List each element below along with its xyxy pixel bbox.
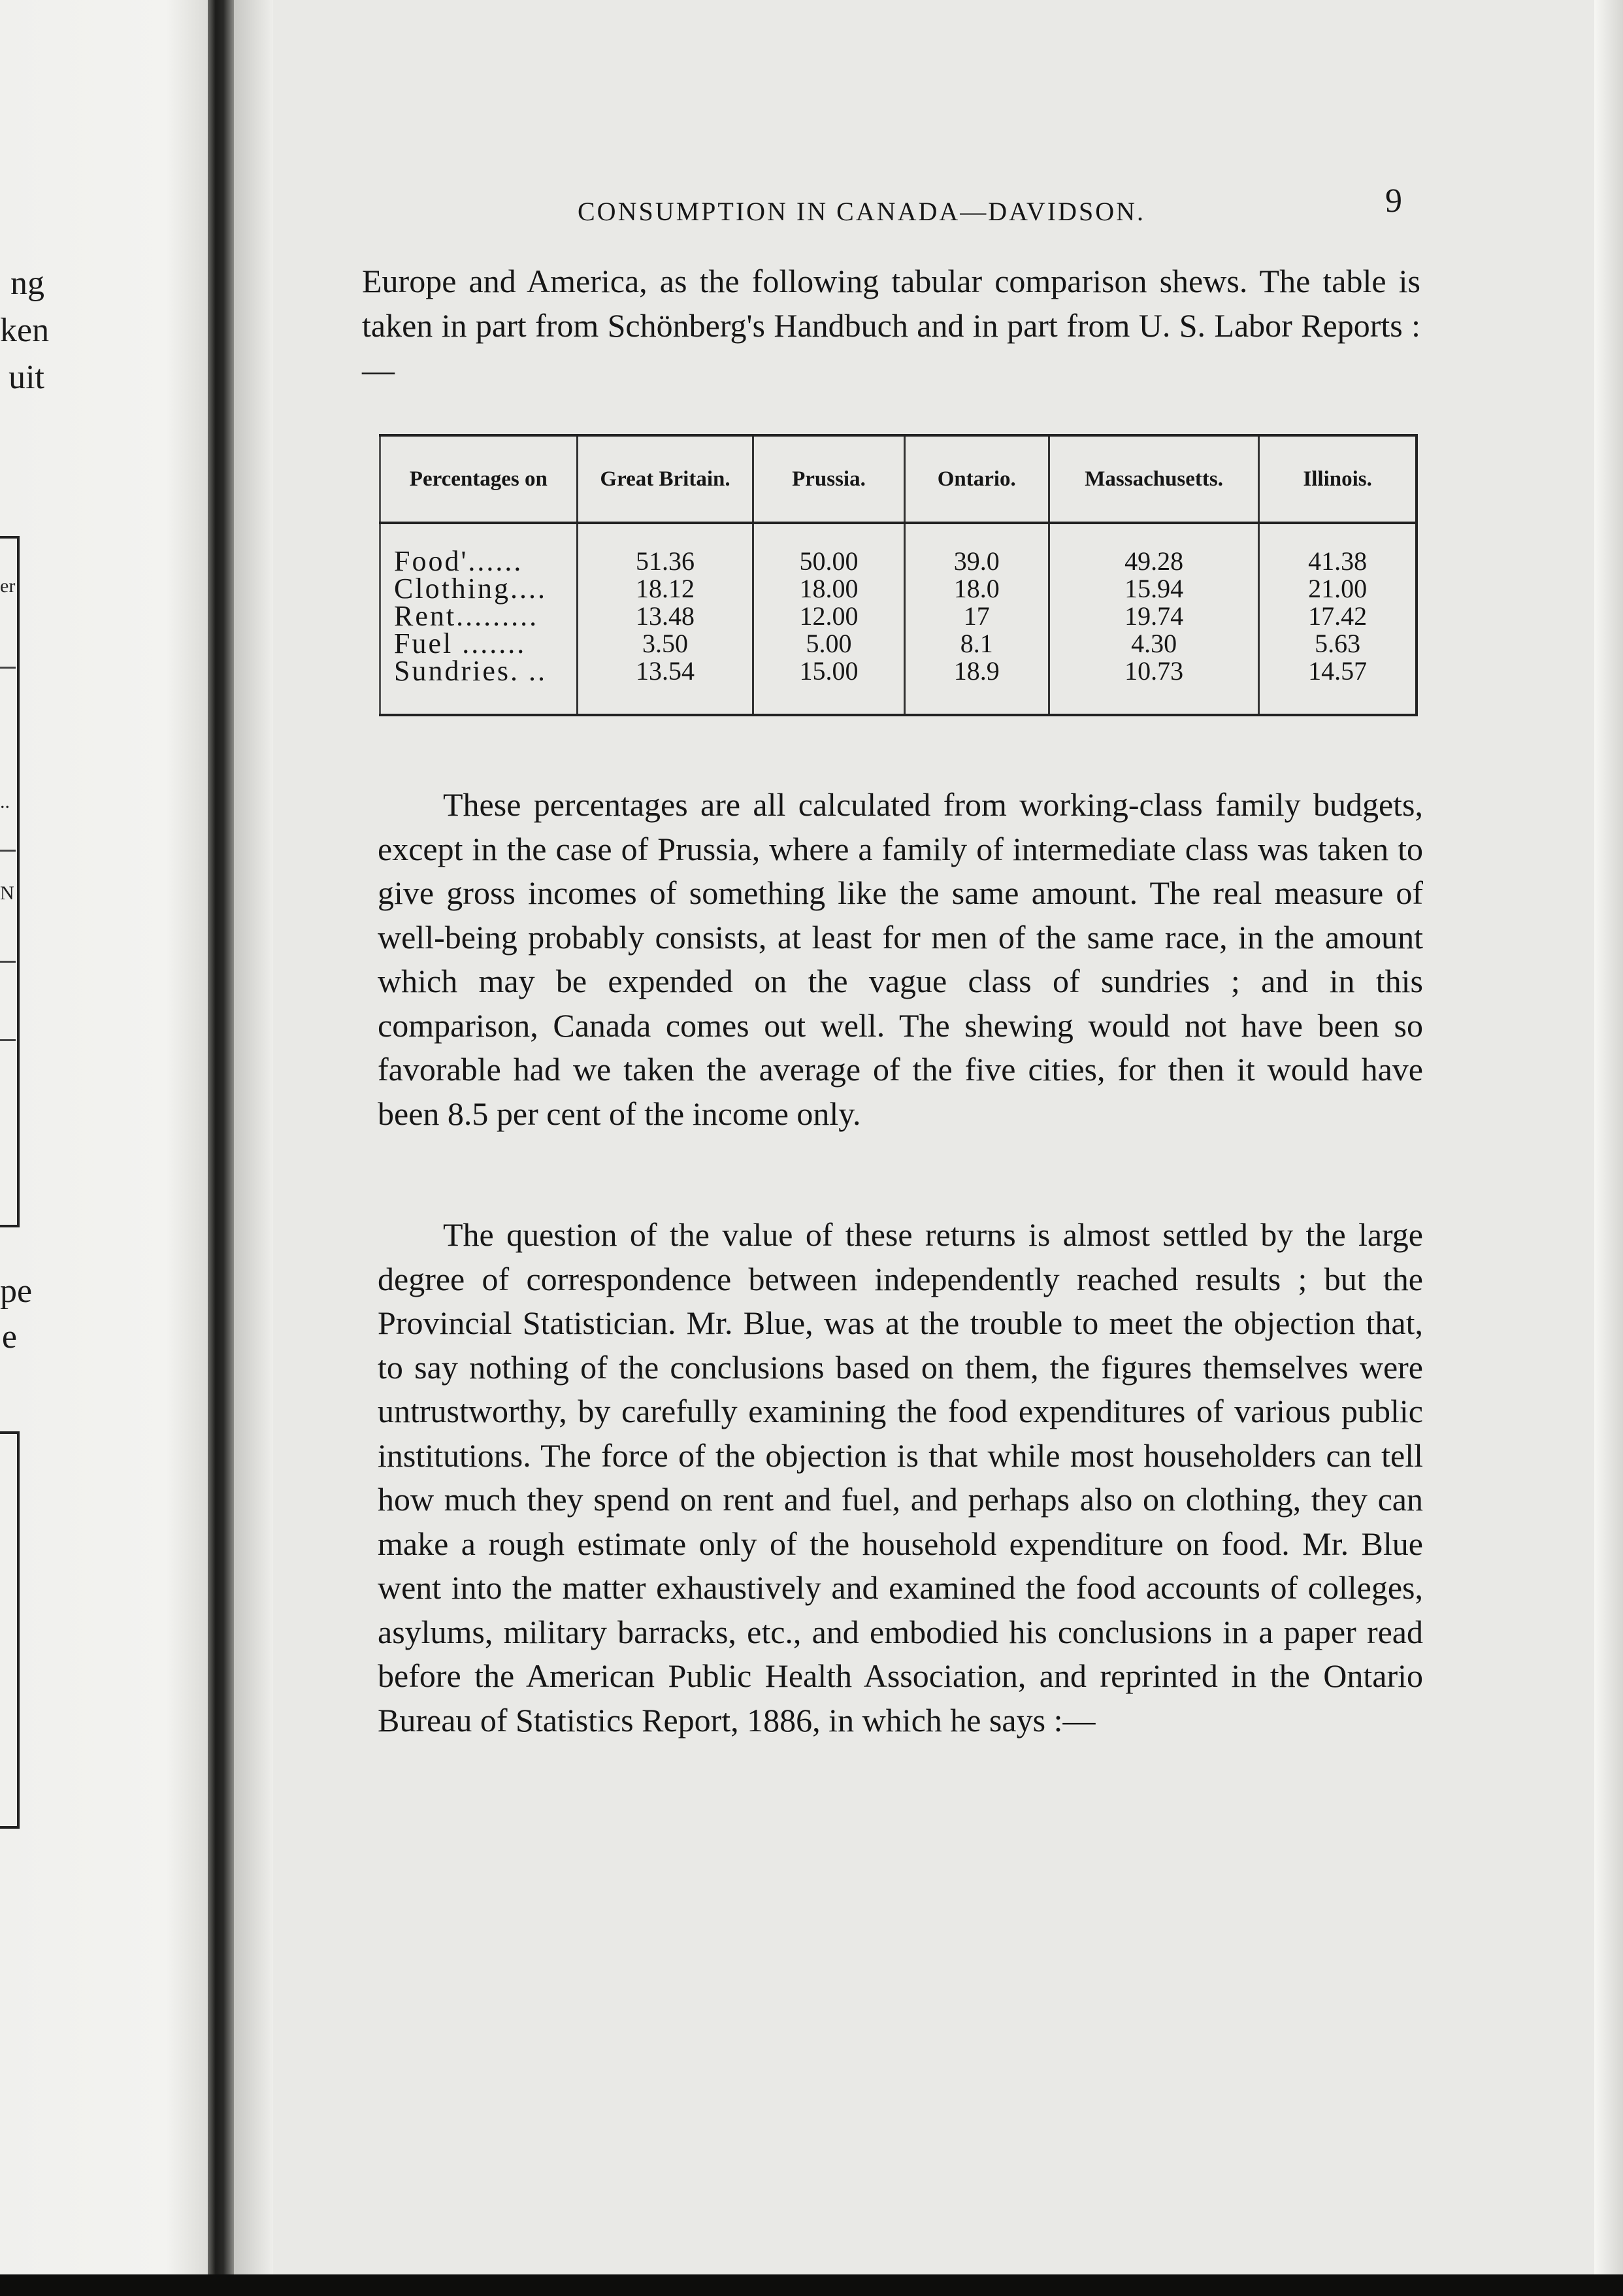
ontario-column bbox=[904, 523, 1049, 715]
table-cell: 5.00 bbox=[806, 629, 852, 658]
book-page bbox=[273, 0, 1594, 2274]
table-cell: 18.9 bbox=[953, 656, 1000, 686]
column-header: Percentages on bbox=[380, 435, 578, 523]
table-cell: 41.38 bbox=[1308, 546, 1368, 576]
table-cell: 39.0 bbox=[953, 546, 1000, 576]
table-body-row bbox=[380, 523, 1417, 715]
great-britain-column bbox=[577, 523, 753, 715]
row-labels-column bbox=[380, 523, 578, 715]
facing-page-fragment: ng bbox=[10, 265, 44, 302]
table-cell: 17 bbox=[963, 601, 990, 631]
gutter-shadow bbox=[234, 0, 273, 2296]
facing-page-fragment: N bbox=[0, 882, 14, 904]
page-number: 9 bbox=[1385, 182, 1402, 220]
table-cell: 18.12 bbox=[636, 574, 695, 603]
row-label: Sundries. .. bbox=[394, 655, 547, 687]
row-label: Food'...... bbox=[394, 545, 523, 577]
facing-page bbox=[0, 0, 208, 2296]
facing-page-rule bbox=[0, 1039, 16, 1041]
table-cell: 12.00 bbox=[799, 601, 859, 631]
facing-page-fragment: ken bbox=[0, 312, 50, 349]
prussia-column bbox=[753, 523, 904, 715]
table-cell: 14.57 bbox=[1308, 656, 1368, 686]
table-cell: 18.00 bbox=[799, 574, 859, 603]
row-label: Fuel ....... bbox=[394, 627, 527, 659]
column-header: Prussia. bbox=[753, 435, 904, 523]
page-edge bbox=[1594, 0, 1623, 2274]
table-cell: 15.00 bbox=[799, 656, 859, 686]
facing-page-rule bbox=[0, 667, 16, 669]
table-cell: 10.73 bbox=[1124, 656, 1184, 686]
book-gutter bbox=[208, 0, 234, 2296]
scan-border bbox=[0, 2274, 1623, 2296]
budget-comparison-table bbox=[379, 434, 1418, 716]
column-header: Great Britain. bbox=[577, 435, 753, 523]
table-cell: 4.30 bbox=[1131, 629, 1177, 658]
column-header: Ontario. bbox=[904, 435, 1049, 523]
column-header: Illinois. bbox=[1259, 435, 1417, 523]
table-cell: 5.63 bbox=[1315, 629, 1361, 658]
massachusetts-column bbox=[1049, 523, 1258, 715]
facing-page-fragment: pe bbox=[0, 1273, 33, 1310]
column-header: Massachusetts. bbox=[1049, 435, 1258, 523]
running-head: CONSUMPTION IN CANADA—DAVIDSON. bbox=[578, 197, 1145, 226]
illinois-column bbox=[1259, 523, 1417, 715]
table-header-row bbox=[380, 435, 1417, 523]
facing-page-fragment: er bbox=[0, 575, 16, 597]
table-cell: 50.00 bbox=[799, 546, 859, 576]
table-cell: 18.0 bbox=[953, 574, 1000, 603]
body-paragraph: These percentages are all calculated from working-class family budgets, except in the case of Prussia, where a family of intermediate class was taken to give gross incomes of something like the same amount. The real measure of well-being probably consists, at least for men of the same race, in the amount which may be expended on the vague class of sundries ; and in this comparison, Canada comes out well. The shewing would not have been so favorable had we taken the average of the five cities, for then it would have been 8.5 per cent of the income only. bbox=[378, 786, 1423, 1132]
table-cell: 13.48 bbox=[636, 601, 695, 631]
table-cell: 17.42 bbox=[1308, 601, 1368, 631]
facing-page-fragment: uit bbox=[8, 359, 44, 396]
table-cell: 51.36 bbox=[636, 546, 695, 576]
facing-page-box-edge bbox=[0, 1431, 20, 1829]
table-cell: 19.74 bbox=[1124, 601, 1184, 631]
facing-page-rule bbox=[0, 850, 16, 852]
row-label: Rent......... bbox=[394, 600, 539, 632]
table-cell: 3.50 bbox=[642, 629, 688, 658]
table-cell: 13.54 bbox=[636, 656, 695, 686]
facing-page-fragment: .. bbox=[0, 791, 10, 812]
facing-page-table-edge bbox=[0, 536, 20, 1227]
row-label: Clothing.... bbox=[394, 573, 548, 605]
intro-paragraph: Europe and America, as the following tabular comparison shews. The table is taken in part from Schönberg's Handbuch and in part from U. S. Labor Reports :— bbox=[362, 263, 1420, 388]
table-cell: 15.94 bbox=[1124, 574, 1184, 603]
table-cell: 21.00 bbox=[1308, 574, 1368, 603]
facing-page-fragment: e bbox=[1, 1318, 17, 1356]
body-paragraph: The question of the value of these returns is almost settled by the large degree of correspondence between independently reached results ; but the Provincial Statistician. Mr. Blue, was at the trouble to meet the objection that, to say nothing of the conclusions based on them, the figures themselves were untrustworthy, by carefully examining the food expenditures of various public institutions. The force of the objection is that while most householders can tell how much they spend on rent and fuel, and perhaps also on clothing, they can make a rough estimate only of the household expenditure on food. Mr. Blue went into the matter exhaustively and examined the food accounts of colleges, asylums, military barracks, etc., and embodied his conclusions in a paper read before the American Public Health Association, and reprinted in the Ontario Bureau of Statistics Report, 1886, in which he says :— bbox=[378, 1216, 1423, 1739]
facing-page-rule bbox=[0, 961, 16, 963]
table-cell: 8.1 bbox=[960, 629, 993, 658]
table-cell: 49.28 bbox=[1124, 546, 1184, 576]
